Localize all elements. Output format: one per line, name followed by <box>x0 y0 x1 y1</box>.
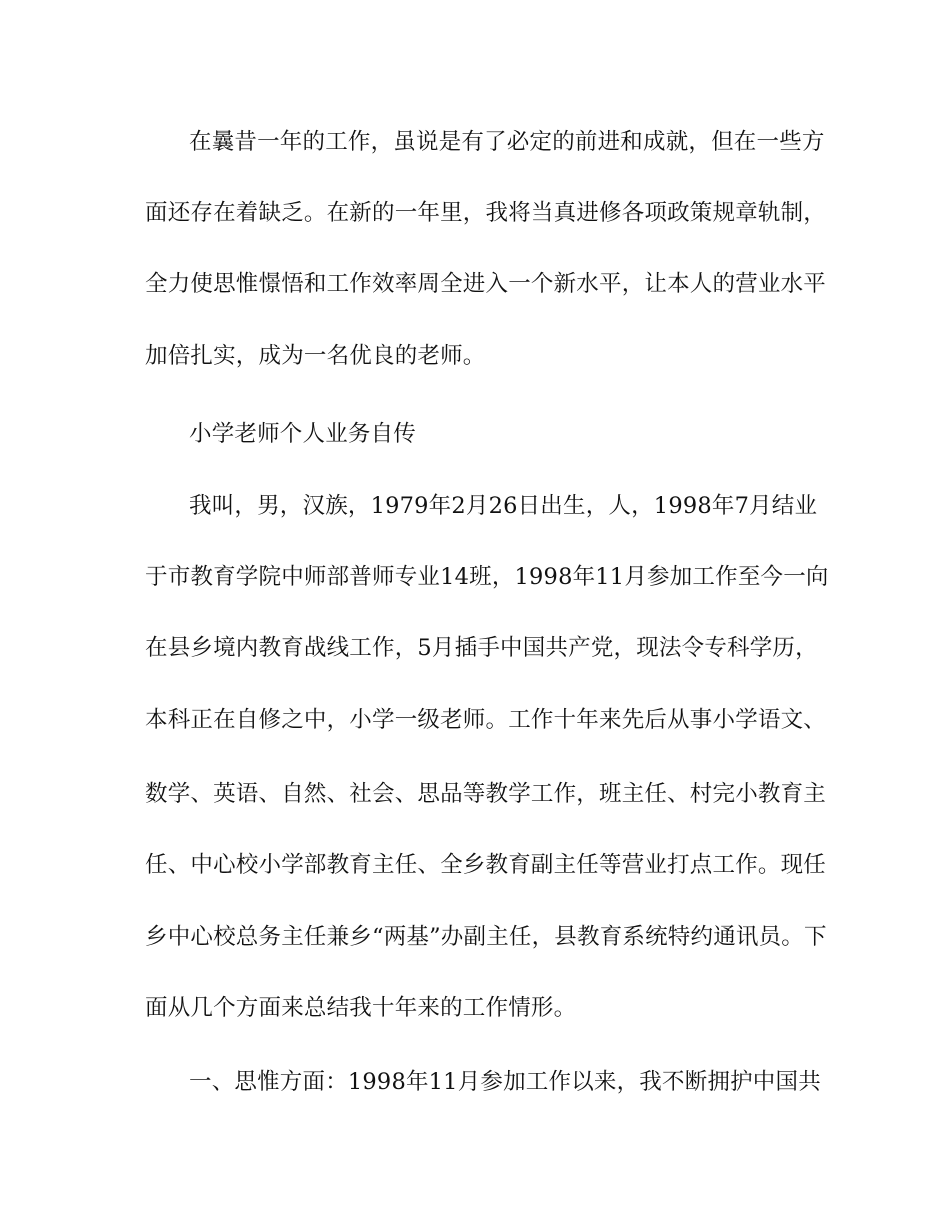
paragraph-line: 在县乡境内教育战线工作，5月插手中国共产党，现法令专科学历， <box>145 635 818 661</box>
section-heading: 小学老师个人业务自传 <box>189 421 417 447</box>
paragraph-line: 任、中心校小学部教育主任、全乡教育副主任等营业打点工作。现任 <box>145 852 827 878</box>
paragraph-line: 全力使思惟憬悟和工作效率周全进入一个新水平，让本人的营业水平 <box>145 271 827 297</box>
paragraph-line: 面从几个方面来总结我十年来的工作情形。 <box>145 995 577 1021</box>
paragraph-line: 乡中心校总务主任兼乡“两基”办副主任，县教育系统特约通讯员。下 <box>145 924 827 950</box>
paragraph-line: 本科正在自修之中，小学一级老师。工作十年来先后从事小学语文、 <box>145 707 827 733</box>
paragraph-line: 我叫，男，汉族，1979年2月26日出生，人，1998年7月结业 <box>189 493 818 519</box>
paragraph-line: 于市教育学院中师部普师专业14班，1998年11月参加工作至今一向 <box>145 564 829 590</box>
paragraph-line: 一、思惟方面：1998年11月参加工作以来，我不断拥护中国共 <box>189 1069 821 1095</box>
paragraph-line: 在曩昔一年的工作，虽说是有了必定的前进和成就，但在一些方 <box>189 129 825 155</box>
paragraph-line: 面还存在着缺乏。在新的一年里，我将当真进修各项政策规章轨制， <box>145 200 827 226</box>
paragraph-line: 加倍扎实，成为一名优良的老师。 <box>145 343 486 369</box>
paragraph-line: 数学、英语、自然、社会、思品等教学工作，班主任、村完小教育主 <box>145 781 827 807</box>
